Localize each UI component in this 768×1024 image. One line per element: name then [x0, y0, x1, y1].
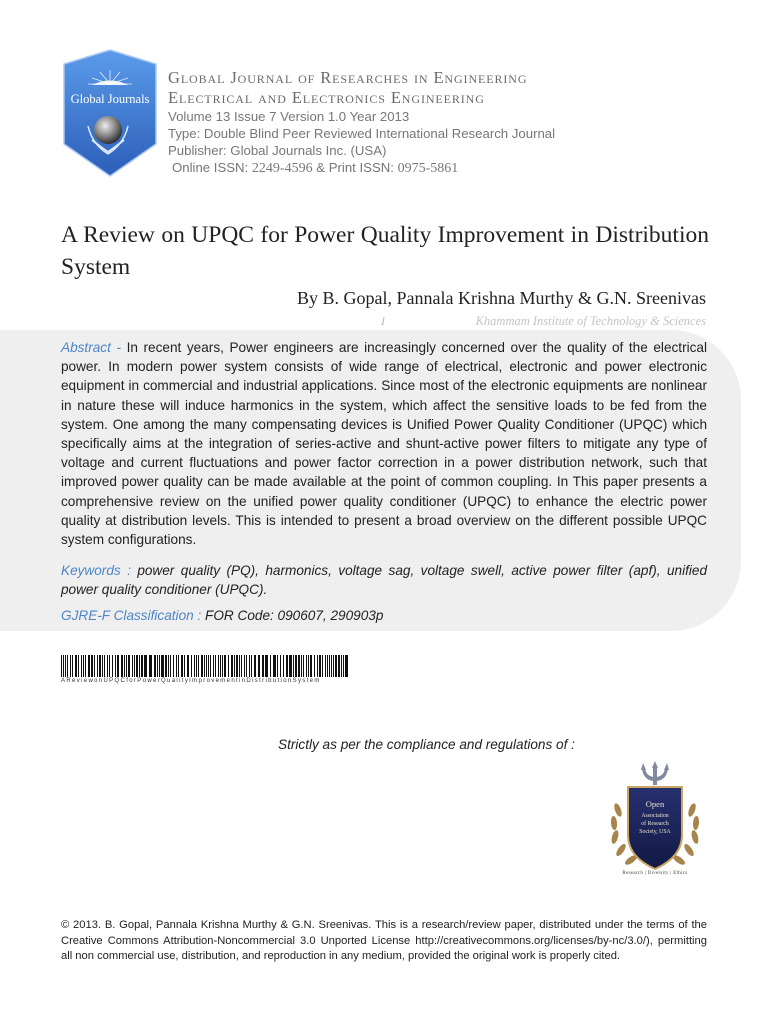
barcode-bar — [258, 655, 260, 677]
barcode-bar — [308, 655, 309, 677]
barcode-bar — [298, 655, 300, 677]
compliance-text: Strictly as per the compliance and regulations of : — [278, 737, 575, 752]
type-line: Type: Double Blind Peer Reviewed International Research Journal — [168, 126, 556, 141]
barcode-bar — [78, 655, 79, 677]
barcode-bar — [187, 655, 189, 677]
barcode-bar — [176, 655, 177, 677]
barcode-bar — [109, 655, 110, 677]
barcode-bar — [121, 655, 123, 677]
barcode-bar — [72, 655, 73, 677]
issn-online-label: Online ISSN: — [172, 160, 252, 175]
barcode-bar — [107, 655, 108, 677]
barcode-bar — [88, 655, 90, 677]
barcode-bar — [289, 655, 292, 677]
barcode-bar — [126, 655, 127, 677]
publisher-line: Publisher: Global Journals Inc. (USA) — [168, 143, 387, 158]
barcode-bar — [139, 655, 140, 677]
barcode-bar — [168, 655, 169, 677]
open-association-seal — [600, 755, 710, 885]
paper-title: A Review on UPQC for Power Quality Improvement in Distribution System — [61, 222, 709, 280]
barcode-bar — [65, 655, 66, 677]
authors: By B. Gopal, Pannala Krishna Murthy & G.N. Sreenivas — [297, 288, 706, 308]
barcode-bar — [136, 655, 138, 677]
barcode-bar — [201, 655, 203, 677]
affiliation-mark: I — [381, 314, 385, 328]
keywords-label: Keywords : — [61, 563, 138, 578]
barcode-bar — [341, 655, 342, 677]
barcode-bar — [325, 655, 326, 677]
classification-text: FOR Code: 090607, 290903p — [205, 608, 384, 623]
barcode-bar — [81, 655, 82, 677]
keywords-text: power quality (PQ), harmonics, voltage sag, voltage swell, active power filter (apf), unified power quality conditioner (UPQC). — [61, 563, 708, 597]
barcode-bar — [338, 655, 340, 677]
issn-line — [168, 159, 728, 177]
barcode-bar — [239, 655, 240, 677]
barcode-bar — [314, 655, 315, 677]
journal-title: Global Journal of Researches in Engineering — [168, 68, 528, 87]
barcode-bar — [99, 655, 101, 677]
seal-line-2: Association — [641, 813, 669, 819]
barcode-bar — [83, 655, 84, 677]
barcode-bar — [270, 655, 271, 677]
barcode-bar — [218, 655, 219, 677]
barcode-bar — [196, 655, 197, 677]
barcode-bar — [228, 655, 229, 677]
barcode-bar — [170, 655, 171, 677]
logo-text: Global Journals — [70, 92, 150, 106]
barcode-bar — [141, 655, 143, 677]
barcode-bar — [331, 655, 332, 677]
barcode-bar — [343, 655, 344, 677]
seal-line-1: Open — [645, 799, 665, 809]
barcode-bar — [181, 655, 183, 677]
classification — [61, 608, 383, 623]
barcode — [61, 655, 351, 677]
barcode-bar — [249, 655, 250, 677]
barcode-bar — [319, 655, 321, 677]
barcode-bar — [191, 655, 192, 677]
barcode-bar — [286, 655, 288, 677]
abstract — [61, 338, 707, 549]
barcode-bar — [303, 655, 304, 677]
barcode-bar — [154, 655, 156, 677]
keywords — [61, 561, 707, 599]
barcode-bar — [206, 655, 207, 677]
barcode-bar — [327, 655, 328, 677]
barcode-bar — [102, 655, 103, 677]
issn-online: 2249-4596 — [251, 161, 313, 176]
barcode-bar — [335, 655, 337, 677]
barcode-bar — [210, 655, 211, 677]
barcode-bar — [215, 655, 216, 677]
barcode-bar — [280, 655, 281, 677]
affiliation: Khammam Institute of Technology & Sciences — [475, 314, 706, 328]
barcode-bar — [165, 655, 167, 677]
barcode-bar — [244, 655, 245, 677]
seal-caption: Research | Diversity | Ethics — [622, 871, 688, 876]
barcode-bar — [61, 655, 62, 677]
barcode-bar — [277, 655, 278, 677]
barcode-bar — [322, 655, 323, 677]
barcode-bar — [295, 655, 297, 677]
barcode-bar — [241, 655, 242, 677]
barcode-bar — [283, 655, 284, 677]
barcode-bar — [234, 655, 235, 677]
barcode-bar — [178, 655, 179, 677]
barcode-bar — [97, 655, 98, 677]
barcode-bar — [204, 655, 205, 677]
abstract-text: In recent years, Power engineers are increasingly concerned over the quality of the electrical power. In modern power system consists of wide range of electrical, electronic and power electronic equipment in commercial and industrial applications. Since most of the electronic equipments are nonlinear in nature these will induce harmonics in the system, which affect the sensitive loads to be fed from the system. One among the many compensating devices is Unified Power Quality Conditioner (UPQC) which specifically aims at the integration of series-active and shunt-active power filters to mitigate any type of voltage and current fluctuations and power factor correction in a power distribution network, such that improved power quality can be made available at the point of common coupling. In This paper presents a comprehensive review on the unified power quality conditioner (UPQC) to enhance the electric power quality at distribution levels. This is intended to present a broad overview on the different possible UPQC system configurations. — [61, 340, 707, 548]
barcode-bar — [85, 655, 86, 677]
barcode-bar — [75, 655, 77, 677]
barcode-bar — [317, 655, 318, 677]
barcode-bar — [132, 655, 133, 677]
barcode-bar — [208, 655, 209, 677]
barcode-bar — [213, 655, 214, 677]
classification-label: GJRE-F Classification : — [61, 608, 206, 623]
barcode-bar — [94, 655, 95, 677]
barcode-bar — [117, 655, 119, 677]
barcode-bar — [273, 655, 276, 677]
barcode-bar — [173, 655, 174, 677]
barcode-bar — [246, 655, 247, 677]
barcode-bar — [231, 655, 233, 677]
issn-print: 0975-5861 — [397, 161, 459, 176]
barcode-bar — [194, 655, 195, 677]
barcode-bar — [310, 655, 312, 677]
barcode-bar — [329, 655, 330, 677]
barcode-bar — [159, 655, 160, 677]
global-journals-logo — [62, 48, 158, 178]
barcode-bar — [333, 655, 334, 677]
barcode-bar — [293, 655, 294, 677]
volume-line: Volume 13 Issue 7 Version 1.0 Year 2013 — [168, 109, 410, 124]
barcode-bar — [104, 655, 105, 677]
barcode-bar — [67, 655, 68, 677]
barcode-bar — [115, 655, 116, 677]
abstract-label: Abstract - — [61, 340, 127, 355]
issn-print-label: & Print ISSN: — [312, 160, 398, 175]
barcode-bar — [222, 655, 223, 677]
barcode-bar — [128, 655, 130, 677]
barcode-bar — [124, 655, 125, 677]
barcode-bar — [70, 655, 71, 677]
barcode-bar — [265, 655, 268, 677]
barcode-bar — [161, 655, 164, 677]
license-footer: © 2013. B. Gopal, Pannala Krishna Murthy & G.N. Sreenivas. This is a research/review paper, distributed under the terms of the Creative Commons Attribution-Noncommercial 3.0 Unported License http://creativecommons.org/licenses/by-nc/3.0/), permitting all non commercial use, distribution, and reproduction in any medium, provided the original work is properly cited. — [61, 919, 707, 962]
barcode-bar — [306, 655, 307, 677]
barcode-bar — [251, 655, 252, 677]
barcode-bar — [144, 655, 147, 677]
barcode-bar — [345, 655, 348, 677]
barcode-bar — [134, 655, 135, 677]
barcode-bar — [224, 655, 226, 677]
barcode-text: AReviewonUPQCforPowerQualityImprovementinDistributionSystem — [61, 678, 321, 684]
barcode-bar — [149, 655, 152, 677]
barcode-bar — [301, 655, 302, 677]
barcode-bar — [112, 655, 113, 677]
barcode-bar — [262, 655, 264, 677]
journal-subtitle: Electrical and Electronics Engineering — [168, 88, 485, 107]
barcode-bar — [63, 655, 64, 677]
journal-header — [168, 68, 728, 177]
barcode-bar — [184, 655, 185, 677]
barcode-bar — [91, 655, 93, 677]
barcode-bar — [220, 655, 221, 677]
barcode-bar — [254, 655, 256, 677]
barcode-bar — [198, 655, 199, 677]
seal-line-3: of Research — [641, 821, 669, 827]
barcode-bar — [157, 655, 158, 677]
barcode-bar — [236, 655, 238, 677]
seal-line-4: Society, USA — [639, 829, 671, 835]
